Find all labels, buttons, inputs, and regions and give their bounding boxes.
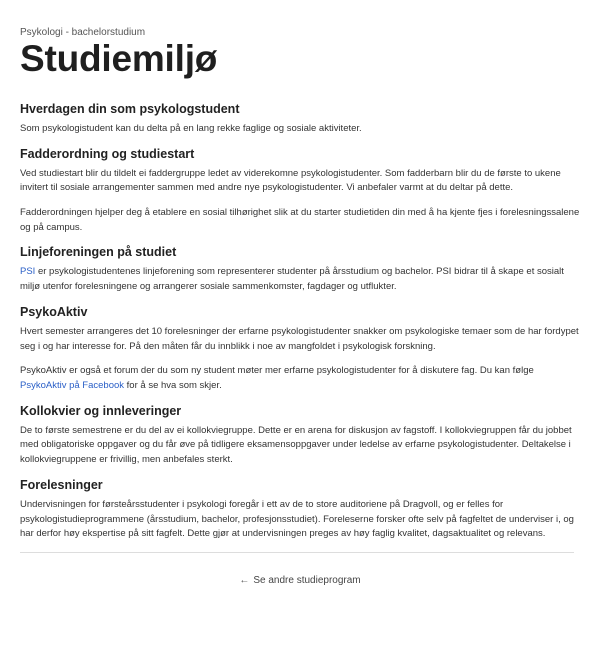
paragraph: Undervisningen for førsteårsstudenter i psykologi foregår i ett av de to store auditoriene på Dragvoll, og er felles for psykologistudieprogrammene (årsstudium, bachelor, profesjonsstudiet). Foreleserne forsker ofte selv på fagfeltet de underviser i, og har derfor høy ekspertise på sitt fagfelt. Dette gjør at undervisningen preges av høy faglig kvalitet, dagsaktualitet og relevans.: [20, 498, 574, 540]
section-heading: Linjeforeningen på studiet: [20, 245, 177, 260]
section-kollokvier: [20, 404, 580, 468]
section-heading: Fadderordning og studiestart: [20, 146, 195, 161]
section-linjeforening: [20, 245, 580, 294]
page-title: Studiemiljø: [20, 38, 218, 79]
paragraph: Hvert semester arrangeres det 10 forelesninger der erfarne psykologistudenter snakker om psykologiske temaer som de har fordypet seg i og har interesse for. På den måten får du innblikk i noe av mangfoldet i psykologisk forskning.: [20, 325, 579, 352]
divider: [20, 552, 574, 553]
psi-link[interactable]: PSI: [20, 266, 36, 278]
section-fadder: [20, 147, 580, 236]
psykoaktiv-facebook-link[interactable]: PsykoAktiv på Facebook: [20, 380, 125, 392]
section-forelesninger: [20, 478, 580, 542]
breadcrumb[interactable]: Psykologi - bachelorstudium: [20, 27, 146, 38]
section-heading: Hverdagen din som psykologstudent: [20, 101, 240, 116]
section-heading: Forelesninger: [20, 477, 103, 492]
paragraph-text: er psykologistudentenes linjeforening som representerer studenter på årsstudium og bachelor. PSI bidrar til å skape et sosialt miljø utenfor forelesningene og arrangerer sosiale sammenkomster, fagdager og utflukter.: [20, 266, 564, 293]
paragraph: Ved studiestart blir du tildelt ei faddergruppe ledet av viderekomne psykologistudenter. Som fadderbarn blir du de første to ukene invitert til sosiale arrangementer sammen med andre nye psykologistudenter. Vi anbefaler varmt at du deltar på dette.: [20, 167, 561, 194]
section-psykoaktiv: [20, 305, 580, 394]
paragraph: Fadderordningen hjelper deg å etablere en sosial tilhørighet slik at du starter studietiden din med å ha kjente fjes i forelesningssalene og på campus.: [20, 207, 580, 233]
paragraph-text: for å se hva som skjer.: [124, 380, 222, 392]
paragraph: Som psykologistudent kan du delta på en lang rekke faglige og sosiale aktiviteter.: [20, 122, 362, 134]
back-link-label: Se andre studieprogram: [253, 575, 361, 587]
section-heading: PsykoAktiv: [20, 304, 88, 319]
section-heading: Kollokvier og innleveringer: [20, 403, 182, 418]
paragraph: [20, 265, 580, 294]
arrow-left-icon: ←: [239, 575, 250, 587]
paragraph-text: PsykoAktiv er også et forum der du som ny student møter mer erfarne psykologistudenter for å diskutere fag. Du kan følge: [20, 365, 534, 377]
back-to-programs-link[interactable]: [20, 575, 580, 586]
paragraph: [20, 364, 580, 393]
paragraph: De to første semestrene er du del av ei kollokviegruppe. Dette er en arena for diskusjon av fagstoff. I kollokviegruppen får du jobbet med obligatoriske oppgaver og du får øve på tidligere eksamensoppgaver under ledelse av erfarne psykologistudenter. Deltakelse i kollokviegruppene er frivillig, men anbefales sterkt.: [20, 424, 572, 466]
section-hverdagen: [20, 102, 580, 137]
